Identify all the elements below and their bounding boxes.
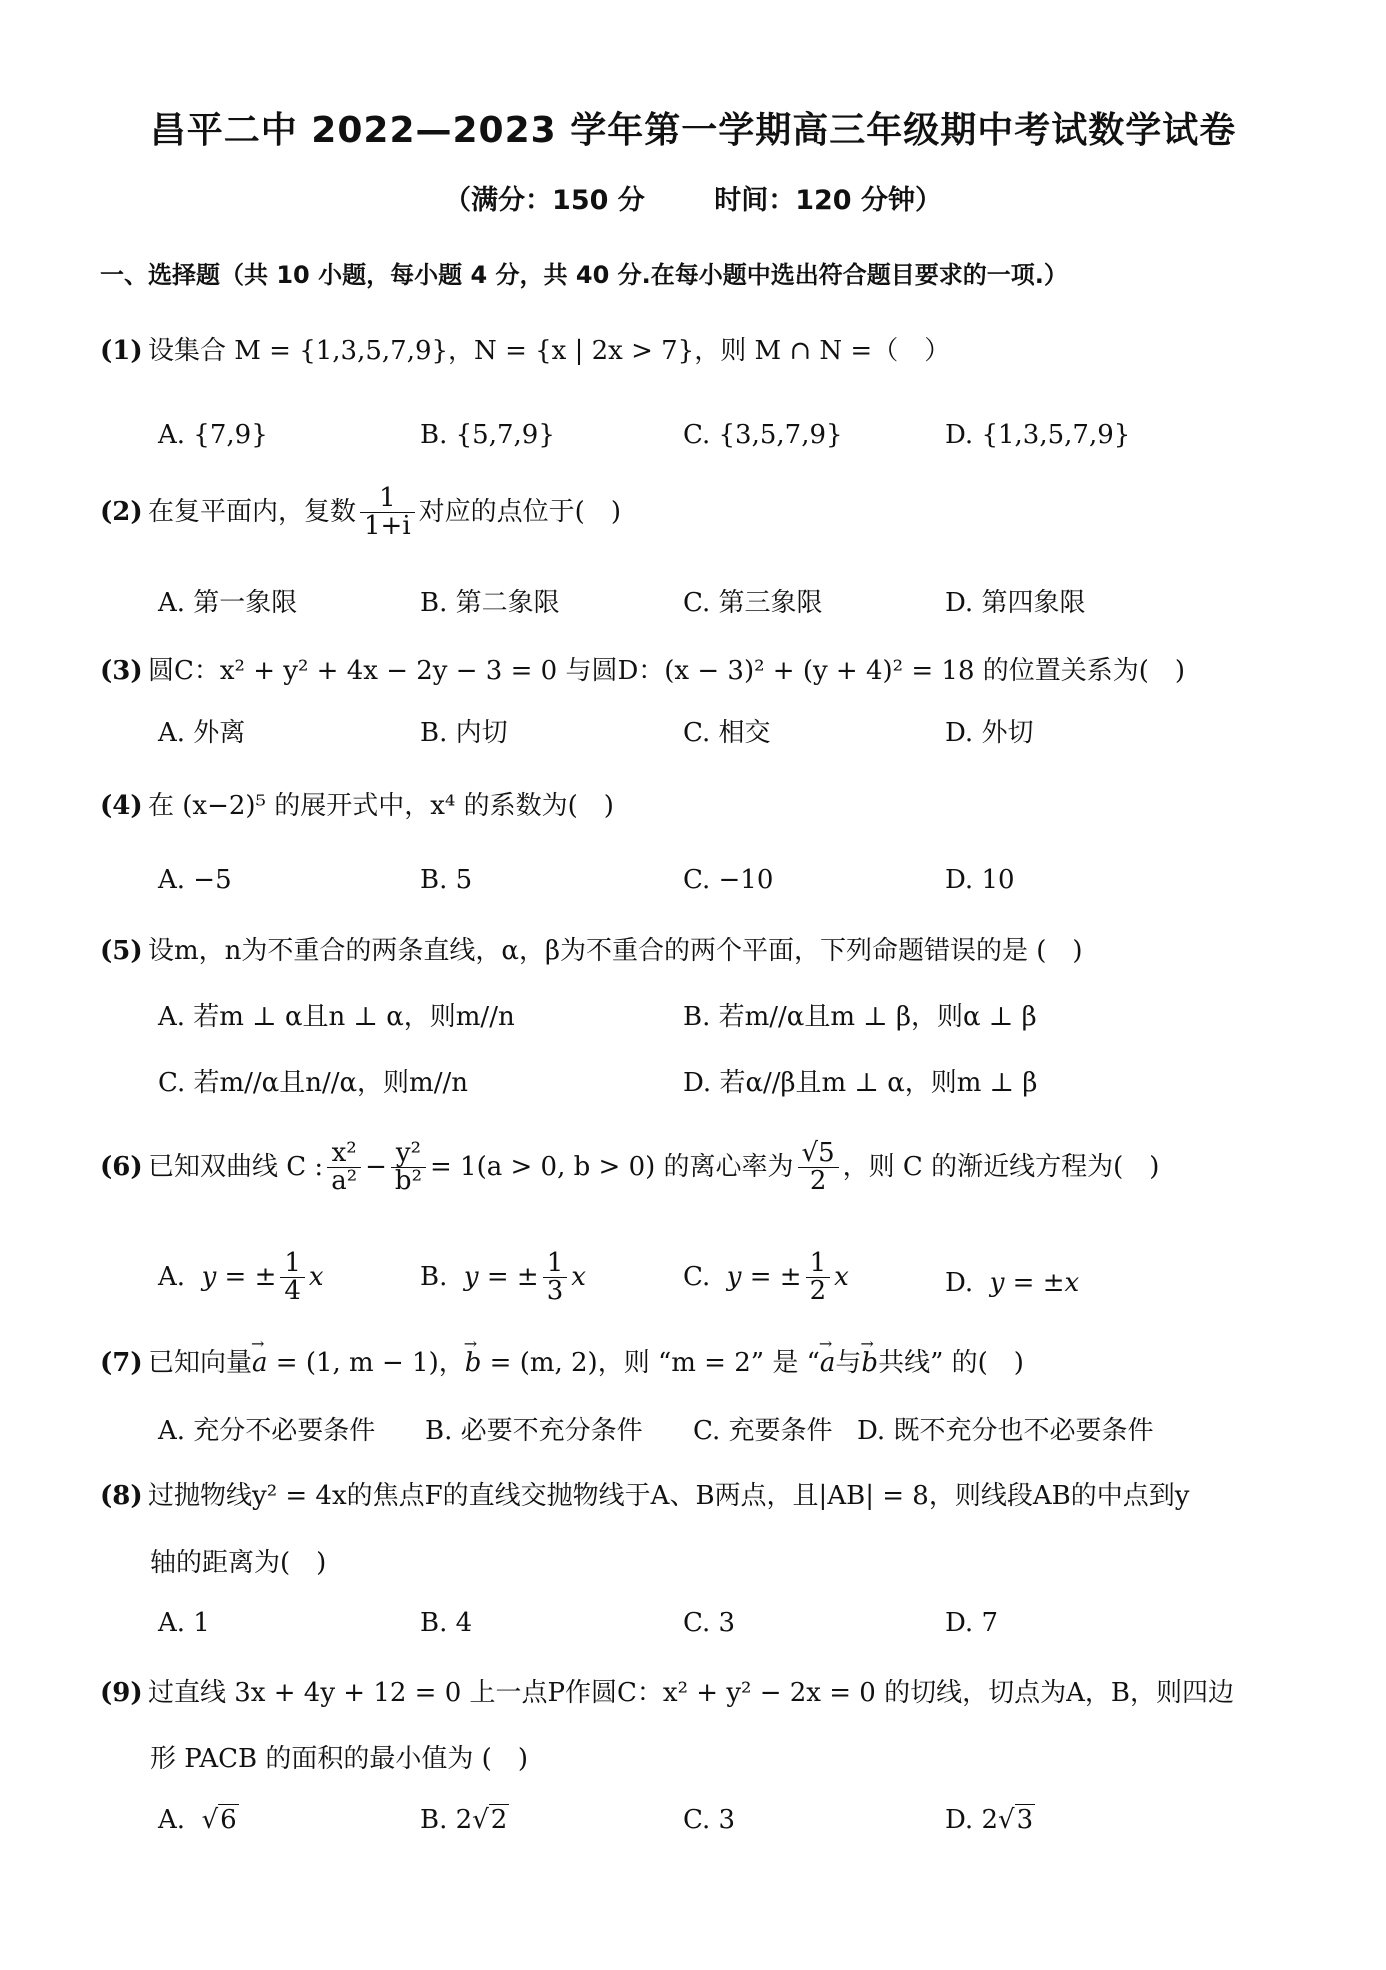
option-a: A. 第一象限 bbox=[158, 588, 298, 618]
fraction-numerator: 1 bbox=[543, 1250, 568, 1278]
page-title: 昌平二中 2022—2023 学年第一学期高三年级期中考试数学试卷 bbox=[149, 110, 1237, 151]
question-3 bbox=[100, 650, 1185, 687]
exam-info bbox=[0, 178, 1386, 217]
fraction-numerator: √5 bbox=[798, 1140, 839, 1168]
question-stem-part: 共线” 的( ) bbox=[878, 1348, 1024, 1378]
question-stem: 圆C：x² + y² + 4x − 2y − 3 = 0 与圆D：(x − 3)² + (y + 4)² = 18 的位置关系为( ) bbox=[148, 656, 1186, 686]
fraction-denominator: a² bbox=[331, 1166, 358, 1197]
fraction-denominator: b² bbox=[394, 1166, 422, 1197]
option-expression: y = ± bbox=[201, 1261, 277, 1292]
question-number: (3) bbox=[100, 656, 143, 686]
fraction-numerator: 1 bbox=[806, 1250, 831, 1278]
question-number: (9) bbox=[100, 1678, 143, 1708]
option-a: A. 1 bbox=[158, 1608, 210, 1638]
question-8 bbox=[100, 1475, 1189, 1512]
option-label: D. bbox=[945, 1268, 974, 1298]
option-c: C. 若m//α且n//α，则m//n bbox=[158, 1068, 468, 1098]
option-b: B. 4 bbox=[420, 1608, 473, 1638]
question-number: (2) bbox=[100, 496, 143, 527]
question-7 bbox=[100, 1342, 1024, 1379]
option-variable: x bbox=[834, 1261, 849, 1292]
option-b: B. 若m//α且m ⊥ β，则α ⊥ β bbox=[683, 1002, 1037, 1032]
option-c: C. 3 bbox=[683, 1608, 736, 1638]
option-b bbox=[420, 1250, 586, 1306]
fraction-numerator: 1 bbox=[360, 485, 415, 513]
question-number: (5) bbox=[100, 936, 143, 966]
fraction-x2-a2 bbox=[327, 1140, 361, 1196]
option-a: A. {7,9} bbox=[158, 420, 268, 450]
option-label: C. bbox=[683, 1261, 711, 1292]
option-b: B. 第二象限 bbox=[420, 588, 560, 618]
section-heading: 一、选择题（共 10 小题，每小题 4 分，共 40 分.在每小题中选出符合题目要求的一项.） bbox=[100, 261, 1068, 289]
option-d: D. 既不充分也不必要条件 bbox=[857, 1416, 1154, 1446]
option-b: B. {5,7,9} bbox=[420, 420, 555, 450]
option-c: C. 3 bbox=[683, 1805, 736, 1835]
option-label: B. 2 bbox=[420, 1805, 473, 1835]
full-score: （满分：150 分 bbox=[444, 185, 645, 216]
option-label: B. bbox=[420, 1261, 448, 1292]
question-5 bbox=[100, 930, 1083, 967]
question-9 bbox=[100, 1672, 1234, 1709]
question-stem-post: 对应的点位于( ) bbox=[418, 496, 621, 527]
option-c bbox=[683, 1250, 849, 1306]
question-number: (8) bbox=[100, 1481, 143, 1511]
question-stem-mid: = 1(a > 0, b > 0) 的离心率为 bbox=[430, 1151, 794, 1182]
option-c: C. 相交 bbox=[683, 718, 771, 748]
question-stem: 设集合 M = {1,3,5,7,9}，N = {x | 2x > 7}，则 M ∩ N =（ ） bbox=[148, 336, 951, 366]
radicand: 3 bbox=[1016, 1805, 1034, 1835]
option-c: C. 充要条件 bbox=[693, 1416, 833, 1446]
question-stem-part: = (1, m − 1)， bbox=[267, 1348, 465, 1378]
question-stem-part: 已知向量 bbox=[148, 1348, 253, 1378]
radical-sign: √ bbox=[998, 1805, 1015, 1835]
option-a bbox=[158, 1250, 324, 1306]
radicand: 2 bbox=[490, 1805, 508, 1835]
option-b: B. 内切 bbox=[420, 718, 508, 748]
fraction-y2-b2 bbox=[391, 1140, 426, 1196]
option-expression: y = ± bbox=[726, 1261, 802, 1292]
option-d: D. 外切 bbox=[945, 718, 1034, 748]
option-d: D. 若α//β且m ⊥ α，则m ⊥ β bbox=[683, 1068, 1038, 1098]
exam-time: 时间：120 分钟） bbox=[714, 185, 942, 216]
question-number: (4) bbox=[100, 791, 143, 821]
question-number: (1) bbox=[100, 336, 143, 366]
option-a bbox=[158, 1805, 239, 1835]
fraction-numerator: x² bbox=[327, 1140, 361, 1168]
option-variable: x bbox=[308, 1261, 324, 1292]
question-8-continued: 轴的距离为( ) bbox=[150, 1548, 327, 1578]
vector-b: b → bbox=[465, 1348, 482, 1378]
fraction-denominator: 4 bbox=[284, 1276, 301, 1307]
question-stem-part: 与 bbox=[835, 1348, 862, 1378]
option-b bbox=[420, 1805, 509, 1835]
question-stem: 在 (x−2)⁵ 的展开式中，x⁴ 的系数为( ) bbox=[148, 791, 614, 821]
fraction bbox=[360, 485, 415, 541]
question-stem: 设m，n为不重合的两条直线，α，β为不重合的两个平面，下列命题错误的是 ( ) bbox=[148, 936, 1083, 966]
fraction-denominator: 1+i bbox=[364, 511, 411, 542]
question-9-continued: 形 PACB 的面积的最小值为 ( ) bbox=[150, 1744, 528, 1774]
question-stem-post: ，则 C 的渐近线方程为( ) bbox=[842, 1151, 1160, 1182]
option-variable: x bbox=[571, 1261, 586, 1292]
radical-sign: √ bbox=[201, 1805, 219, 1835]
option-b: B. 5 bbox=[420, 865, 473, 895]
radicand: 6 bbox=[220, 1805, 237, 1835]
question-number: (7) bbox=[100, 1348, 143, 1378]
option-c: C. {3,5,7,9} bbox=[683, 420, 843, 450]
option-d: D. 7 bbox=[945, 1608, 998, 1638]
option-a: A. 外离 bbox=[158, 718, 246, 748]
fraction-denominator: 2 bbox=[809, 1166, 827, 1197]
option-label: A. bbox=[158, 1805, 186, 1835]
option-c: C. −10 bbox=[683, 865, 774, 895]
question-number: (6) bbox=[100, 1151, 143, 1182]
fraction-eccentricity bbox=[798, 1140, 839, 1196]
question-1 bbox=[100, 330, 950, 367]
option-d bbox=[945, 1805, 1035, 1835]
option-expression: y = ±x bbox=[989, 1268, 1080, 1298]
question-stem-pre: 在复平面内，复数 bbox=[148, 496, 357, 527]
fraction-denominator: 2 bbox=[809, 1276, 827, 1307]
vector-b: b → bbox=[861, 1348, 878, 1378]
question-2 bbox=[100, 485, 621, 541]
question-4 bbox=[100, 785, 614, 822]
option-d: D. {1,3,5,7,9} bbox=[945, 420, 1131, 450]
option-a: A. 充分不必要条件 bbox=[158, 1416, 376, 1446]
option-c: C. 第三象限 bbox=[683, 588, 823, 618]
option-d: D. 10 bbox=[945, 865, 1015, 895]
minus-sign: − bbox=[365, 1151, 387, 1182]
option-d: D. 第四象限 bbox=[945, 588, 1086, 618]
vector-a: a → bbox=[252, 1348, 268, 1378]
option-fraction bbox=[806, 1250, 831, 1306]
question-stem-part: = (m, 2)，则 “m = 2” 是 “ bbox=[481, 1348, 820, 1378]
fraction-denominator: 3 bbox=[546, 1276, 564, 1307]
option-expression: y = ± bbox=[463, 1261, 539, 1292]
option-a: A. −5 bbox=[158, 865, 232, 895]
option-label: D. 2 bbox=[945, 1805, 998, 1835]
option-fraction bbox=[543, 1250, 568, 1306]
option-fraction bbox=[280, 1250, 305, 1306]
question-stem: 过抛物线y² = 4x的焦点F的直线交抛物线于A、B两点，且|AB| = 8，则线段AB的中点到y bbox=[148, 1481, 1190, 1511]
fraction-numerator: 1 bbox=[280, 1250, 305, 1278]
vector-a: a → bbox=[820, 1348, 836, 1378]
radical-sign: √ bbox=[472, 1805, 489, 1835]
question-6 bbox=[100, 1140, 1159, 1196]
option-d bbox=[945, 1268, 1079, 1298]
question-stem-pre: 已知双曲线 C : bbox=[148, 1151, 324, 1182]
question-stem: 过直线 3x + 4y + 12 = 0 上一点P作圆C：x² + y² − 2x = 0 的切线，切点为A，B，则四边 bbox=[148, 1678, 1234, 1708]
fraction-numerator: y² bbox=[391, 1140, 426, 1168]
option-label: A. bbox=[158, 1261, 186, 1292]
option-b: B. 必要不充分条件 bbox=[425, 1416, 643, 1446]
option-a: A. 若m ⊥ α且n ⊥ α，则m//n bbox=[158, 1002, 515, 1032]
